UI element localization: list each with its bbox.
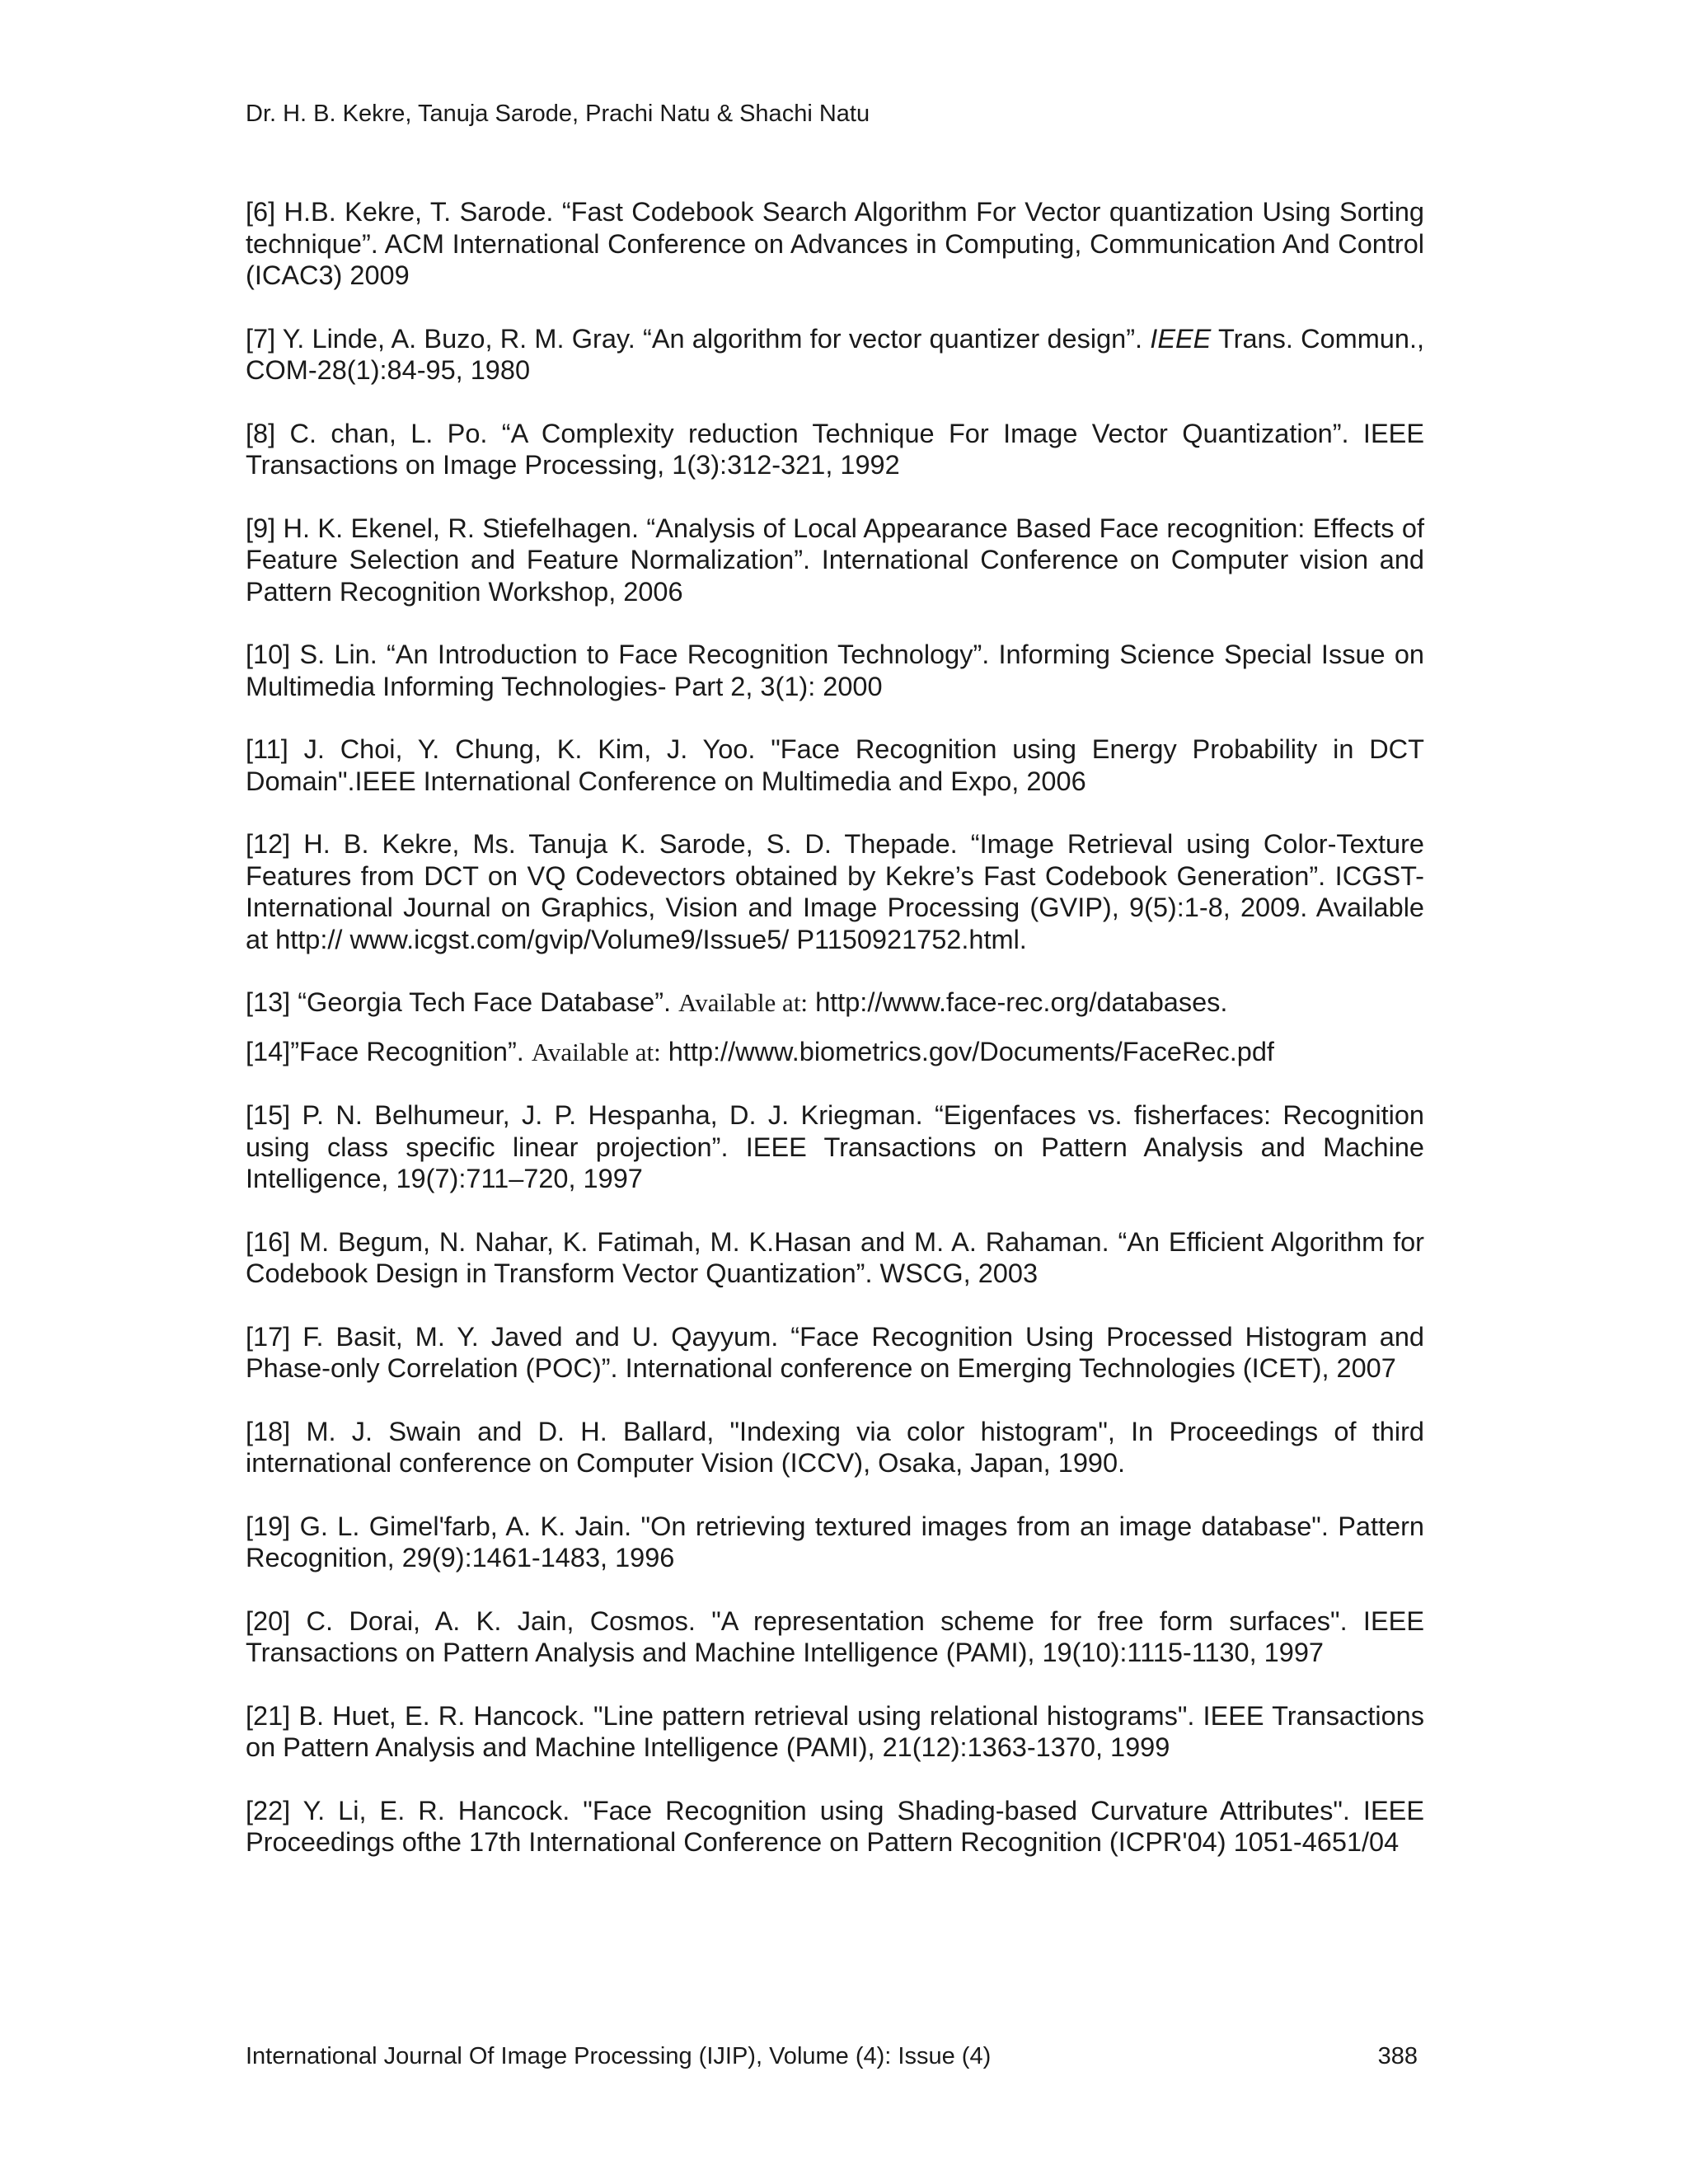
reference-11: [11] J. Choi, Y. Chung, K. Kim, J. Yoo. "Face Recognition using Energy Probability in DCT Domain".IEEE International Conference on Multimedia and Expo, 2006 (246, 734, 1424, 796)
reference-18: [18] M. J. Swain and D. H. Ballard, "Indexing via color histogram", In Proceedings of third international conference on Computer Vision (ICCV), Osaka, Japan, 1990. (246, 1416, 1424, 1478)
reference-16: [16] M. Begum, N. Nahar, K. Fatimah, M. K.Hasan and M. A. Rahaman. “An Efficient Algorithm for Codebook Design in Transform Vector Quantization”. WSCG, 2003 (246, 1226, 1424, 1288)
reference-7-text-end: Trans. Commun., COM-28(1):84-95, 1980 (246, 323, 1425, 385)
reference-19: [19] G. L. Gimel'farb, A. K. Jain. "On retrieving textured images from an image database". Pattern Recognition, 29(9):1461-1483, 1996 (246, 1511, 1424, 1572)
reference-13 (246, 987, 1424, 1019)
reference-13-available-label: Available at: (678, 988, 809, 1017)
reference-13-url: http://www.face-rec.org/databases. (808, 987, 1228, 1017)
reference-14-url: http://www.biometrics.gov/Documents/FaceRec.pdf (660, 1036, 1274, 1066)
reference-14-available-label: Available at: (531, 1037, 661, 1066)
footer-journal-info: International Journal Of Image Processing (IJIP), Volume (4): Issue (4) (246, 2043, 992, 2069)
reference-17: [17] F. Basit, M. Y. Javed and U. Qayyum. “Face Recognition Using Processed Histogram and Phase-only Correlation (POC)”. International conference on Emerging Technologies (ICET), 2007 (246, 1321, 1424, 1383)
reference-15: [15] P. N. Belhumeur, J. P. Hespanha, D. J. Kriegman. “Eigenfaces vs. fisherfaces: Recognition using class specific linear projection”. IEEE Transactions on Pattern Analysis and Machine Intelligence, 19(7):711–720, 1997 (246, 1100, 1424, 1193)
reference-7-text-start: [7] Y. Linde, A. Buzo, R. M. Gray. “An algorithm for vector quantizer design”. (246, 323, 1151, 354)
reference-7 (246, 323, 1424, 387)
page-number: 388 (1377, 2043, 1418, 2069)
reference-list (246, 196, 1424, 1890)
reference-22: [22] Y. Li, E. R. Hancock. "Face Recognition using Shading-based Curvature Attributes". IEEE Proceedings ofthe 17th International Conference on Pattern Recognition (ICPR'04) 1051-4651/04 (246, 1795, 1424, 1857)
reference-10: [10] S. Lin. “An Introduction to Face Recognition Technology”. Informing Science Special Issue on Multimedia Informing Technologies- Part 2, 3(1): 2000 (246, 640, 1424, 701)
reference-9: [9] H. K. Ekenel, R. Stiefelhagen. “Analysis of Local Appearance Based Face recognition: Effects of Feature Selection and Feature Normalization”. International Conference on Computer vision and Pattern Recognition Workshop, 2006 (246, 513, 1424, 607)
reference-7-ieee-italic: IEEE (1150, 323, 1212, 354)
reference-14-title: [14]”Face Recognition”. (246, 1036, 532, 1066)
reference-20: [20] C. Dorai, A. K. Jain, Cosmos. "A representation scheme for free form surfaces". IEEE Transactions on Pattern Analysis and Machine Intelligence (PAMI), 19(10):1115-1130, 1997 (246, 1605, 1424, 1667)
running-header-authors: Dr. H. B. Kekre, Tanuja Sarode, Prachi Natu & Shachi Natu (246, 101, 870, 127)
reference-21: [21] B. Huet, E. R. Hancock. "Line pattern retrieval using relational histograms". IEEE Transactions on Pattern Analysis and Machine Intelligence (PAMI), 21(12):1363-1370, 1999 (246, 1700, 1424, 1762)
reference-6: [6] H.B. Kekre, T. Sarode. “Fast Codebook Search Algorithm For Vector quantization Using Sorting technique”. ACM International Conference on Advances in Computing, Communication And Control (ICAC3) 2009 (246, 197, 1424, 290)
reference-14 (246, 1036, 1424, 1069)
reference-13-title: [13] “Georgia Tech Face Database”. (246, 987, 679, 1017)
reference-8: [8] C. chan, L. Po. “A Complexity reduction Technique For Image Vector Quantization”. IEEE Transactions on Image Processing, 1(3):312-321, 1992 (246, 418, 1424, 480)
reference-12: [12] H. B. Kekre, Ms. Tanuja K. Sarode, S. D. Thepade. “Image Retrieval using Color-Texture Features from DCT on VQ Codevectors obtained by Kekre’s Fast Codebook Generation”. ICGST-International Journal on Graphics, Vision and Image Processing (GVIP), 9(5):1-8, 2009. Available at http:// www.icgst.com/gvip/Volume9/Issue5/ P1150921752.html. (246, 829, 1424, 954)
